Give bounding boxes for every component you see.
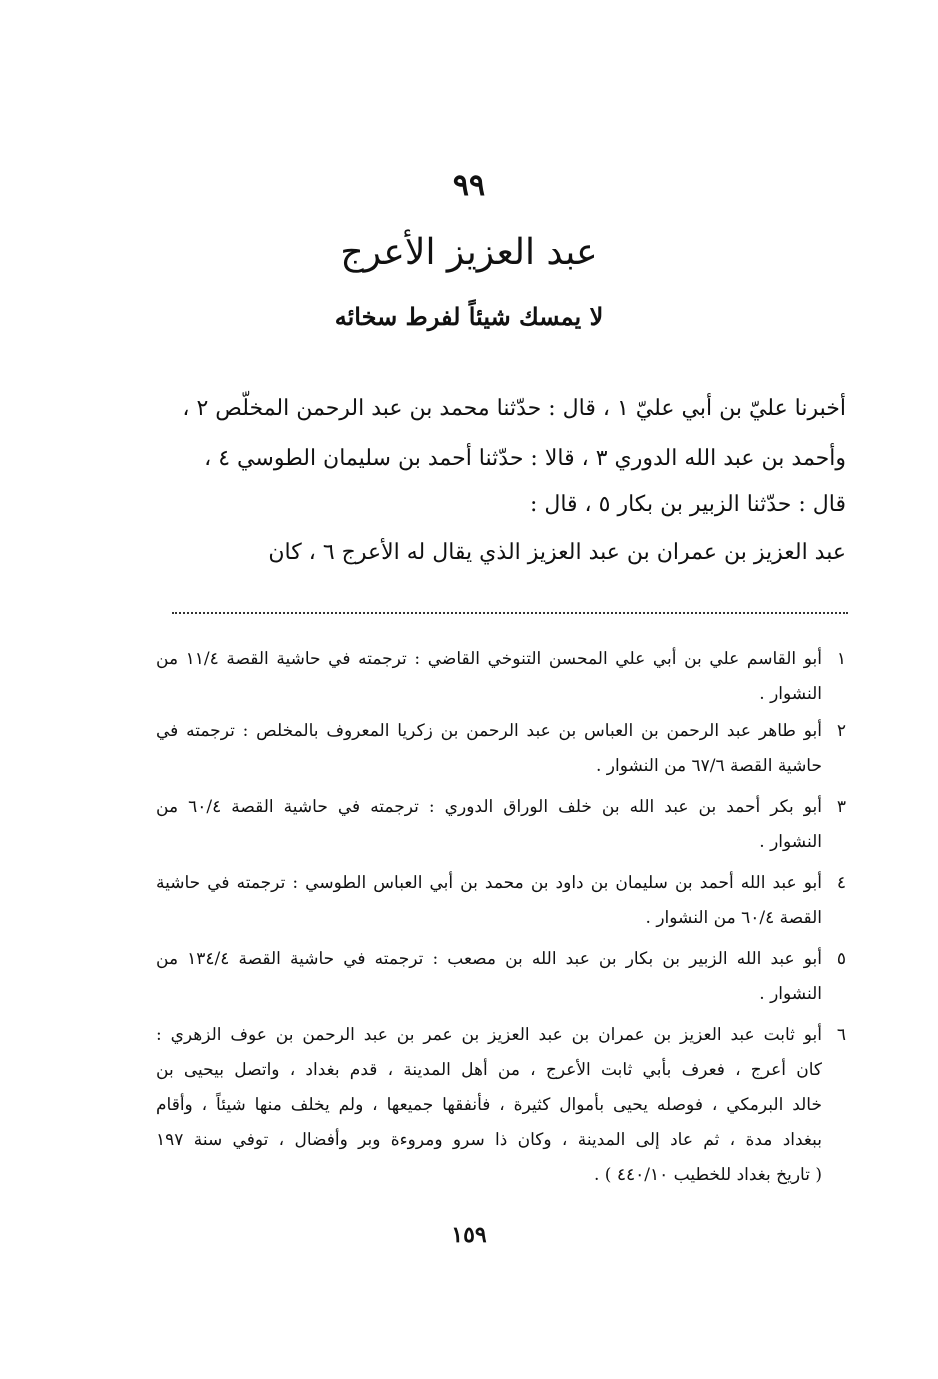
footnote-line: النشوار . [759,684,822,704]
story-number: ٩٩ [452,168,486,203]
footnote-line: أبو القاسم علي بن أبي علي المحسن التنوخي القاضي : ترجمته في حاشية القصة ١١/٤ من [156,649,823,669]
footnote [156,642,846,712]
page-number: ١٥٩ [451,1222,487,1248]
footnote-number: ١ [836,649,846,669]
footnote-line: ( تاريخ بغداد للخطيب ٤٤٠/١٠ ) . [593,1165,822,1185]
footnote-line: القصة ٦٠/٤ من النشوار . [645,908,822,928]
footnote-line: ببغداد مدة ، ثم عاد إلى المدينة ، وكان ذا سرو ومروءة وبر وأفضال ، توفي سنة ١٩٧ [156,1130,822,1150]
body-line: قال : حدّثنا الزبير بن بكار ٥ ، قال : [529,492,846,517]
footnote-line: أبو طاهر عبد الرحمن بن العباس بن عبد الرحمن بن زكريا المعروف بالمخلص : ترجمته في [156,721,822,741]
footnote-line: كان أعرج ، فعرف بأبي ثابت الأعرج ، من أهل المدينة ، قدم بغداد ، واتصل بيحيى بن [156,1060,822,1080]
footnote [156,1018,846,1193]
body-line: وأحمد بن عبد الله الدوري ٣ ، قالا : حدّثنا أحمد بن سليمان الطوسي ٤ ، [204,446,846,471]
footnote [156,942,846,1012]
footnote-number: ٤ [836,873,846,893]
footnote-divider [172,612,848,614]
footnote [156,714,846,784]
footnote-number: ٦ [836,1025,846,1045]
footnote-line: أبو عبد الله الزبير بن بكار بن عبد الله بن مصعب : ترجمته في حاشية القصة ١٣٤/٤ من [156,949,822,969]
footnote-line: النشوار . [759,832,822,852]
footnote-number: ٢ [836,721,846,741]
footnote-line: أبو بكر أحمد بن عبد الله بن خلف الوراق الدوري : ترجمته في حاشية القصة ٦٠/٤ من [156,797,823,817]
body-line: عبد العزيز بن عمران بن عبد العزيز الذي يقال له الأعرج ٦ ، كان [268,540,846,565]
footnote-line: أبو عبد الله أحمد بن سليمان بن داود بن محمد بن أبي العباس الطوسي : ترجمته في حاشية [156,873,822,893]
footnote-number: ٣ [836,797,846,817]
footnote [156,866,846,936]
story-subtitle: لا يمسك شيئاً لفرط سخائه [334,302,604,331]
footnote-line: خالد البرمكي ، فوصله يحيى بأموال كثيرة ، فأنفقها جميعها ، ولم يخلف منها شيئاً ، وأقام [156,1095,822,1115]
footnote-number: ٥ [836,949,846,969]
story-title: عبد العزيز الأعرج [340,232,598,273]
footnote-line: النشوار . [759,984,822,1004]
footnote [156,790,846,860]
body-line: أخبرنا عليّ بن أبي عليّ ١ ، قال : حدّثنا محمد بن عبد الرحمن المخلّص ٢ ، [182,396,846,421]
footnote-line: حاشية القصة ٦٧/٦ من النشوار . [595,756,822,776]
footnote-line: أبو ثابت عبد العزيز بن عمران بن عبد العزيز بن عمر بن عبد الرحمن بن عوف الزهري : [156,1025,822,1045]
